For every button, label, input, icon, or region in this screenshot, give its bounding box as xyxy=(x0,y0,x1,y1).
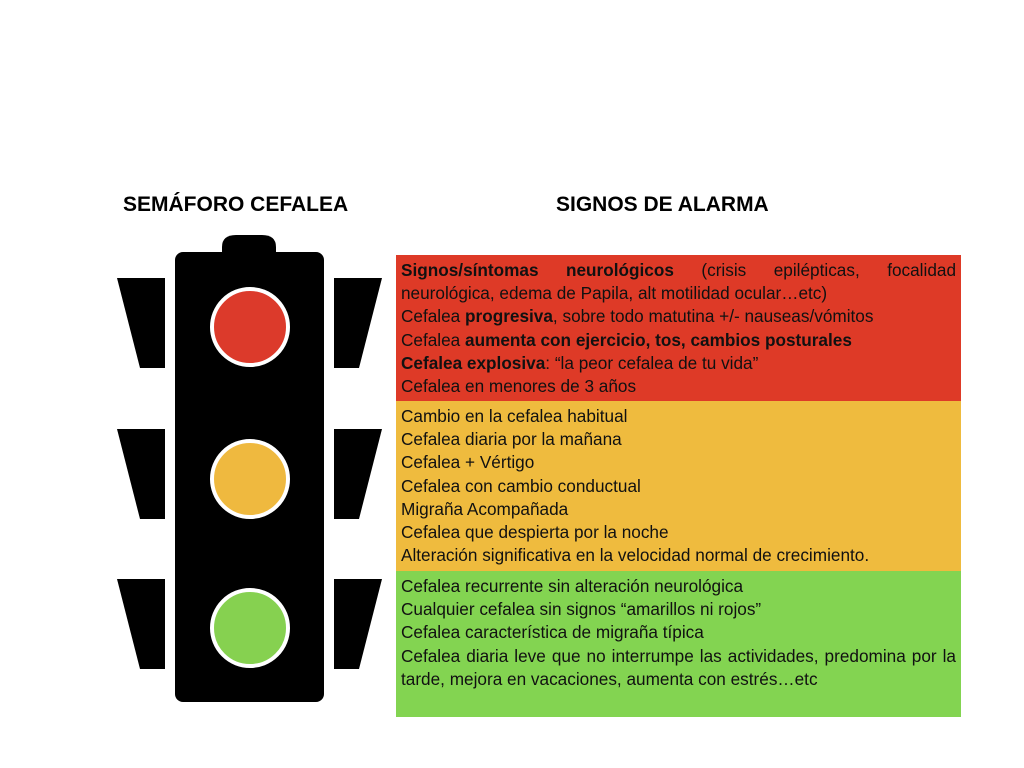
red-alarm-box xyxy=(396,255,961,401)
red-item-ejercicio-pre: Cefalea xyxy=(401,329,466,350)
red-item-menores: Cefalea en menores de 3 años xyxy=(401,376,637,397)
visor-left-top xyxy=(117,278,165,368)
traffic-light-icon xyxy=(0,0,390,768)
visor-right-top xyxy=(334,278,382,368)
green-light xyxy=(212,590,288,666)
yellow-item: Alteración significativa en la velocidad normal de crecimiento. xyxy=(401,545,870,566)
yellow-item: Migraña Acompañada xyxy=(401,498,569,519)
yellow-item: Cefalea diaria por la mañana xyxy=(401,429,622,450)
yellow-item: Cambio en la cefalea habitual xyxy=(401,406,628,426)
traffic-light-title: SEMÁFORO CEFALEA xyxy=(123,193,349,216)
visor-left-bottom xyxy=(117,579,165,669)
green-item: Cefalea característica de migraña típica xyxy=(401,622,704,643)
red-light xyxy=(212,289,288,365)
yellow-light xyxy=(212,441,288,517)
red-item-progresiva-rest: , sobre todo matutina +/- nauseas/vómitos xyxy=(552,306,874,327)
red-item-progresiva-bold: progresiva xyxy=(465,306,553,327)
yellow-item: Cefalea con cambio conductual xyxy=(401,475,641,496)
green-item: Cualquier cefalea sin signos “amarillos ni rojos” xyxy=(401,599,762,620)
red-item-neuro-bold: Signos/síntomas neurológicos xyxy=(401,260,674,280)
red-item-neuro-rest: (crisis epilépticas, focalidad neurológica, edema de Papila, alt motilidad ocular…etc) xyxy=(401,260,956,304)
alarm-signs-title: SIGNOS DE ALARMA xyxy=(556,193,769,216)
red-item-progresiva xyxy=(401,305,956,328)
red-item-explosiva-rest: : “la peor cefalea de tu vida” xyxy=(545,352,759,373)
red-item-neuro xyxy=(401,259,956,305)
red-item-progresiva-pre: Cefalea xyxy=(401,306,466,327)
visor-left-middle xyxy=(117,429,165,519)
visor-right-middle xyxy=(334,429,382,519)
green-item-last: Cefalea diaria leve que no interrumpe las actividades, predomina por la tarde, mejora en vacaciones, aumenta con estrés…etc xyxy=(401,645,956,689)
traffic-light-cap xyxy=(222,235,276,254)
visor-right-bottom xyxy=(334,579,382,669)
red-item-ejercicio xyxy=(401,329,956,352)
red-item-explosiva xyxy=(401,352,956,375)
green-alarm-box xyxy=(396,571,961,717)
yellow-alarm-box xyxy=(396,401,961,571)
red-item-explosiva-bold: Cefalea explosiva xyxy=(401,352,546,373)
yellow-item: Cefalea + Vértigo xyxy=(401,452,535,473)
red-item-ejercicio-bold: aumenta con ejercicio, tos, cambios posturales xyxy=(465,329,852,350)
green-item: Cefalea recurrente sin alteración neurológica xyxy=(401,576,744,596)
yellow-item: Cefalea que despierta por la noche xyxy=(401,522,669,543)
